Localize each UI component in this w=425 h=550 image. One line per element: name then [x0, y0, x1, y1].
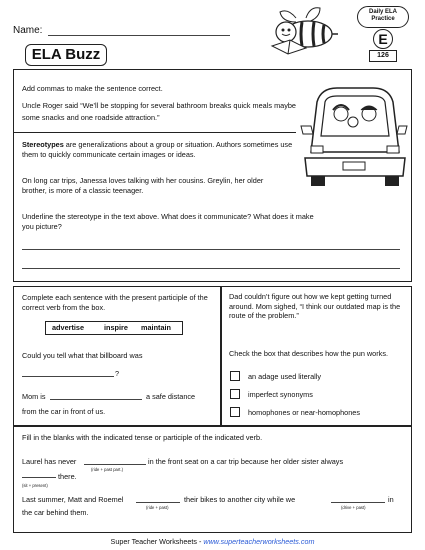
pun-passage: Dad couldn’t figure out how we kept getting turned around. Mom sighed, “I think our outdated map is the route of the problem.”	[229, 292, 401, 321]
tense-instruction: Fill in the blanks with the indicated tense or participle of the indicated verb.	[22, 433, 263, 442]
tense-s2-hint2: (drive + past)	[341, 505, 366, 510]
section-divider	[13, 132, 296, 133]
stereotype-story: On long car trips, Janessa loves talking with her cousins. Greylin, her older brother, is more of a classic teenager.	[22, 176, 264, 195]
option-adage-checkbox[interactable]	[230, 371, 240, 381]
tense-s1-b: in the front seat on a car trip because her older sister always	[148, 457, 344, 466]
tense-s2-c: in	[388, 495, 394, 504]
badge-letter: E	[378, 31, 388, 47]
name-field[interactable]	[48, 26, 230, 36]
word-maintain: maintain	[141, 323, 172, 332]
tense-s2-hint1: (ride + past)	[146, 505, 169, 510]
participle-q1: Could you tell what that billboard was	[22, 351, 143, 360]
pun-instruction: Check the box that describes how the pun works.	[229, 349, 388, 358]
answer-line-2[interactable]	[22, 268, 400, 269]
tense-s1-a: Laurel has never	[22, 457, 77, 466]
participle-q2-blank[interactable]	[50, 391, 142, 400]
option-homophones-checkbox[interactable]	[230, 407, 240, 417]
participle-instruction: Complete each sentence with the present participle of the correct verb from the box.	[22, 293, 208, 312]
tense-s1-blank1[interactable]	[84, 456, 146, 465]
badge-number: 126	[377, 52, 389, 59]
tense-s1-hint2: (sit + present)	[22, 483, 48, 488]
stereotype-definition	[22, 140, 302, 159]
participle-q2-end: a safe distance	[146, 392, 196, 401]
participle-q2-start: Mom is	[22, 392, 46, 401]
badge-line2: Practice	[371, 16, 395, 22]
tense-s2-d: the car behind them.	[22, 508, 89, 517]
tense-s1-c: there.	[58, 472, 77, 481]
tense-s2-a: Last summer, Matt and Roemel	[22, 495, 124, 504]
tense-s2-blank2[interactable]	[331, 494, 385, 503]
tense-s2-blank1[interactable]	[136, 494, 180, 503]
word-inspire: inspire	[104, 323, 128, 332]
footer-text: Super Teacher Worksheets -	[110, 537, 204, 546]
name-label: Name:	[13, 25, 43, 36]
answer-line-1[interactable]	[22, 249, 400, 250]
participle-q1-blank[interactable]	[22, 368, 114, 377]
family-car-illustration	[297, 70, 411, 188]
stereotype-definition-text: are generalizations about a group or situation. Authors sometimes use them to quickly communicate certain images or ideas.	[22, 140, 293, 159]
option-synonyms-checkbox[interactable]	[230, 389, 240, 399]
page-title: ELA Buzz	[31, 46, 101, 63]
commas-instruction: Add commas to make the sentence correct.	[22, 84, 163, 93]
tense-s2-b: their bikes to another city while we	[184, 495, 296, 504]
participle-q1-end: ?	[115, 369, 120, 378]
bee-reading-illustration	[266, 6, 354, 60]
option-adage-label: an adage used literally	[248, 372, 322, 381]
badge-line1: Daily ELA	[368, 9, 397, 15]
participle-q2-cont: from the car in front of us.	[22, 407, 106, 416]
option-homophones-label: homophones or near-homophones	[248, 408, 360, 417]
footer	[0, 537, 425, 547]
commas-sentence: Uncle Roger said “We’ll be stopping for several bathroom breaks quick meals maybe some snacks and one roadside attraction.”	[22, 101, 296, 122]
word-advertise: advertise	[52, 323, 85, 332]
tense-s1-blank2[interactable]	[22, 469, 56, 478]
option-synonyms-label: imperfect synonyms	[248, 390, 313, 399]
footer-link[interactable]: www.superteacherworksheets.com	[203, 537, 315, 546]
stereotype-term: Stereotypes	[22, 140, 64, 149]
tense-s1-hint1: (ride + past part.)	[91, 467, 124, 472]
stereotype-question: Underline the stereotype in the text above. What does it communicate? What does it make you picture?	[22, 212, 314, 231]
